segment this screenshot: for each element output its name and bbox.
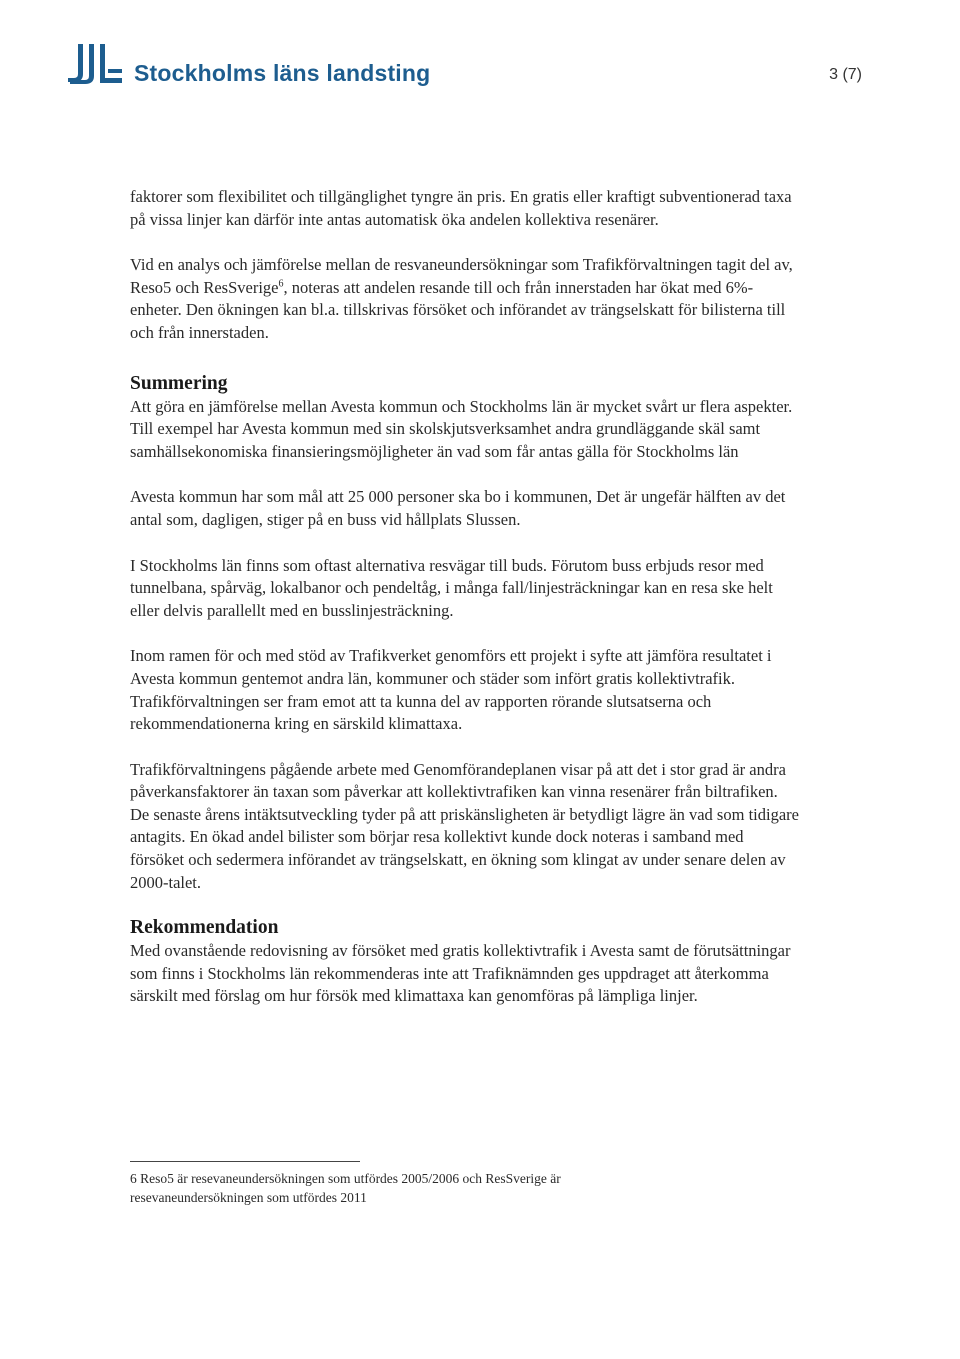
footnote-reference: 6: [278, 278, 284, 290]
paragraph-2-text-end: , noteras att andelen resande till och från innerstaden har ökat med 6%-enheter. Den ökningen kan bl.a. tillskrivas försöket och införandet av trängselskatt för bilisterna till och från innerstaden.: [130, 277, 786, 342]
paragraph-3: Att göra en jämförelse mellan Avesta kommun och Stockholms län är mycket svårt ur flera aspekter. Till exempel har Avesta kommun med sin skolskjutsverksamhet andra grundläggande skäl samt samhällsekonomiska finansieringsmöjligheter än vad som får antas gälla för Stockholms län: [130, 396, 793, 461]
summary-heading: Summering: [130, 372, 228, 394]
document-body: [130, 186, 800, 1008]
paragraph-8: Med ovanstående redovisning av försöket med gratis kollektivtrafik i Avesta samt de förutsättningar som finns i Stockholms län rekommenderas inte att Trafiknämnden ges uppdraget att återkomma särskilt med förslag om hur försök med klimattaxa kan genomföras på lämpliga linjer.: [130, 941, 791, 1006]
footnote: 6 Reso5 är resevaneundersökningen som utfördes 2005/2006 och ResSverige är resevaneundersökningen som utfördes 2011: [130, 1171, 561, 1205]
paragraph-4: Avesta kommun har som mål att 25 000 personer ska bo i kommunen, Det är ungefär hälften av det antal som, dagligen, stiger på en buss vid hållplats Slussen.: [130, 487, 786, 529]
sll-logo-icon: [66, 42, 124, 86]
page-number: 3 (7): [829, 66, 862, 83]
page-header: [66, 40, 866, 90]
paragraph-5: I Stockholms län finns som oftast alternativa resvägar till buds. Förutom buss erbjuds resor med tunnelbana, spårväg, lokalbanor och pendeltåg, i många fall/linjesträckningar kan en resa ske helt eller delvis parallellt med en busslinjesträckning.: [130, 555, 773, 620]
paragraph-6: Inom ramen för och med stöd av Trafikverket genomförs ett projekt i syfte att jämföra resultatet i Avesta kommun gentemot andra län, kommuner och städer som infört gratis kollektivtrafik. Trafikförvaltningen ser fram emot att ta kunna del av rapporten rörande slutsatserna och rekommendationerna kring en särskild klimattaxa.: [130, 646, 772, 734]
organization-name: Stockholms läns landsting: [134, 60, 431, 86]
paragraph-7: Trafikförvaltningens pågående arbete med Genomförandeplanen visar på att det i stor grad är andra påverkansfaktorer än taxan som påverkar att kollektivtrafiken kan vinna resenärer från biltrafiken. De senaste årens intäktsutveckling tyder på att priskänsligheten är betydligt lägre än vad som tidigare antagits. En ökad andel bilister som börjar resa kollektivt kunde dock noteras i samband med försöket och sedermera införandet av trängselskatt, en ökning som klingat av under senare delen av 2000-talet.: [130, 759, 799, 892]
footnote-separator: [130, 1161, 360, 1162]
recommendation-heading: Rekommendation: [130, 917, 279, 939]
paragraph-2-text-start: Vid en analys och jämförelse mellan de resvaneundersökningar som Trafikförvaltningen tagit del av, Reso5 och ResSverige: [130, 255, 793, 297]
paragraph-1: faktorer som flexibilitet och tillgänglighet tyngre än pris. En gratis eller kraftigt subventionerad taxa på vissa linjer kan därför inte antas automatisk öka andelen kollektiva resenärer.: [130, 187, 792, 229]
paragraph-2: [130, 254, 800, 344]
